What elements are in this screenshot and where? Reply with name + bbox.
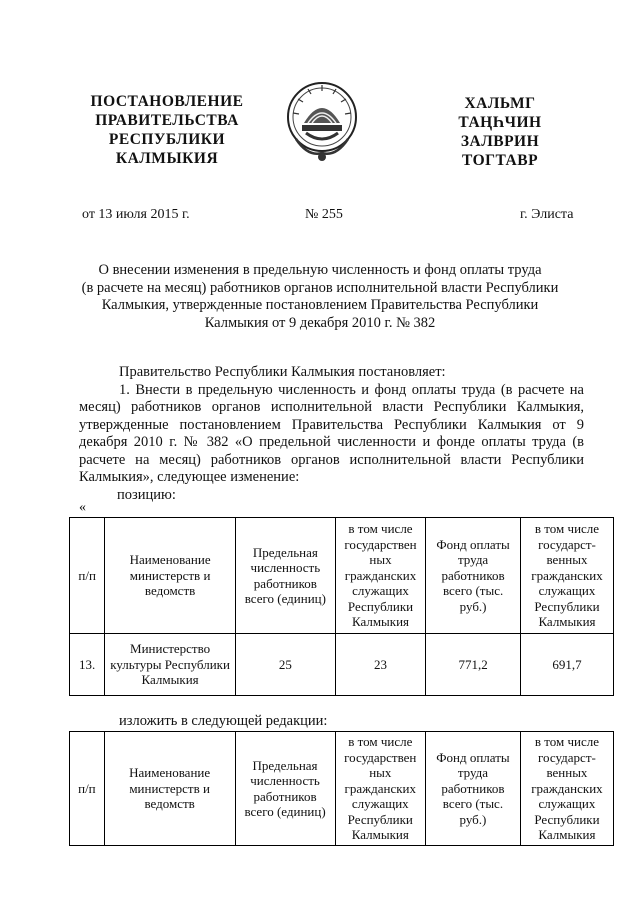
header-cell-payroll: Фонд оплаты труда работников всего (тыс. руб.): [426, 518, 521, 634]
document-title: [70, 262, 570, 332]
header-cell-headcount: Предельная численность работников всего (единиц): [235, 732, 335, 846]
header-left-line: ПРАВИТЕЛЬСТВА: [95, 112, 239, 129]
positions-table-new: [69, 731, 614, 846]
point-1-paragraph: 1. Внести в предельную численность и фонд оплаты труда (в расчете на месяц) работников органов исполнительной власти Республики Калмыкия, утвержденные постановлением Правительства Республики Калмыкия от 9 декабря 2010 г. № 382 «О предельной численности и фонде оплаты труда (в расчете на месяц) работников органов исполнительной власти Республики Калмыкия», следующее изменение:: [79, 381, 584, 485]
header-cell-num: п/п: [70, 732, 105, 846]
cell-civil-servants: 23: [335, 634, 425, 696]
cell-civil-payroll: 691,7: [520, 634, 613, 696]
header-left-line: КАЛМЫКИЯ: [115, 150, 219, 167]
intro-paragraph: Правительство Республики Калмыкия постановляет:: [119, 364, 446, 380]
document-date: от 13 июля 2015 г.: [82, 207, 190, 222]
cell-headcount: 25: [235, 634, 335, 696]
header-cell-civil-servants: в том числе государствен ных гражданских служащих Республики Калмыкия: [335, 518, 425, 634]
header-cell-headcount: Предельная численность работников всего (единиц): [235, 518, 335, 634]
header-left: [82, 92, 252, 168]
position-label: позицию:: [117, 486, 176, 503]
title-line: Калмыкия, утвержденные постановлением Правительства Республики: [101, 297, 539, 313]
header-right-line: ЗАЛВРИН: [460, 133, 540, 150]
header-left-line: РЕСПУБЛИКИ: [108, 131, 226, 148]
opening-quote: «: [79, 500, 86, 515]
table-row: [70, 634, 614, 696]
document-body: [79, 364, 584, 504]
header-cell-civil-payroll: в том числе государст-венных гражданских служащих Республики Калмыкия: [520, 732, 613, 846]
cell-payroll: 771,2: [426, 634, 521, 696]
header-right-line: ХАЛЬМГ: [464, 95, 536, 112]
header-right-line: ТАҢҺЧИН: [458, 114, 542, 131]
header-right-line: ТОГТАВР: [461, 152, 539, 169]
document-number: № 255: [305, 207, 343, 222]
table-header-row: [70, 518, 614, 634]
header-cell-name: Наименование министерств и ведомств: [104, 732, 235, 846]
cell-name: Министерство культуры Республики Калмыкия: [105, 634, 236, 696]
redaction-label: изложить в следующей редакции:: [119, 713, 328, 729]
title-line: (в расчете на месяц) работников органов исполнительной власти Республики: [81, 279, 559, 296]
document-city: г. Элиста: [520, 207, 574, 222]
header-cell-name: Наименование министерств и ведомств: [105, 518, 236, 634]
header-right: [440, 94, 560, 170]
title-line: О внесении изменения в предельную численность и фонд оплаты труда: [98, 262, 542, 278]
title-line: Калмыкия от 9 декабря 2010 г. № 382: [204, 314, 436, 331]
cell-num: 13.: [70, 634, 105, 696]
table-header-row: [70, 732, 614, 846]
positions-table-old: [69, 517, 614, 696]
header-cell-civil-servants: в том числе государствен ных гражданских служащих Республики Калмыкия: [335, 732, 425, 846]
header-cell-payroll: Фонд оплаты труда работников всего (тыс. руб.): [426, 732, 521, 846]
header-left-line: ПОСТАНОВЛЕНИЕ: [90, 93, 244, 110]
kalmykia-emblem-icon: [282, 73, 362, 165]
header-cell-num: п/п: [70, 518, 105, 634]
header-cell-civil-payroll: в том числе государст-венных гражданских служащих Республики Калмыкия: [520, 518, 613, 634]
